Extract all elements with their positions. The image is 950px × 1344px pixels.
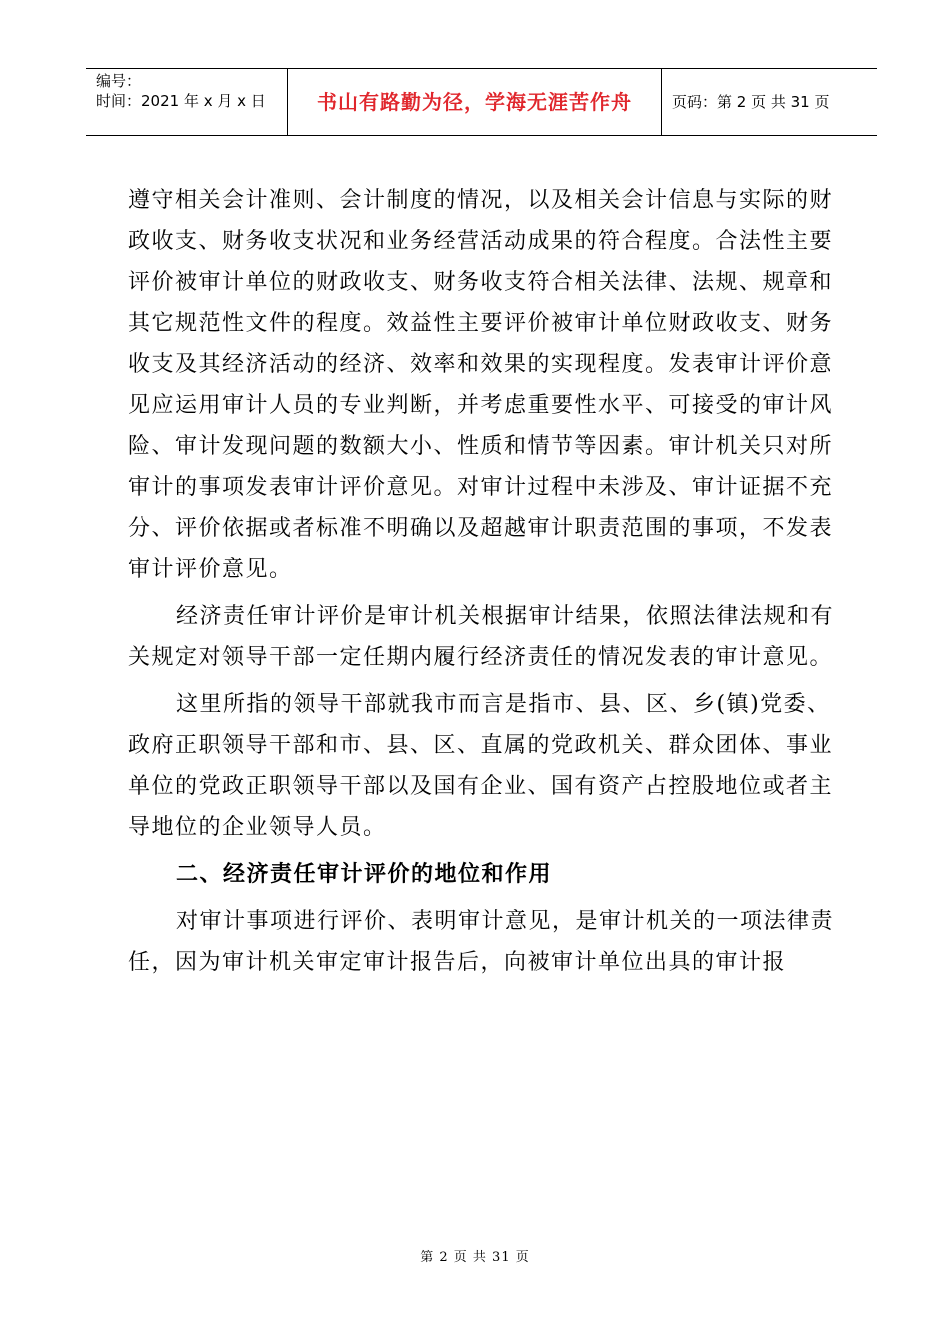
header-meta [86,69,286,135]
paragraph: 经济责任审计评价是审计机关根据审计结果，依照法律法规和有关规定对领导干部一定任期内履行经济责任的情况发表的审计意见。 [128,604,835,670]
header-page-code: 页码：第 2 页 共 31 页 [672,93,830,111]
paragraph: 遵守相关会计准则、会计制度的情况，以及相关会计信息与实际的财政收支、财务收支状况和业务经营活动成果的符合程度。合法性主要评价被审计单位的财政收支、财务收支符合相关法律、法规、规章和其它规范性文件的程度。效益性主要评价被审计单位财政收支、财务收支及其经济活动的经济、效率和效果的实现程度。发表审计评价意见应运用审计人员的专业判断，并考虑重要性水平、可接受的审计风险、审计发现问题的数额大小、性质和情节等因素。审计机关只对所审计的事项发表审计评价意见。对审计过程中未涉及、审计证据不充分、评价依据或者标准不明确以及超越审计职责范围的事项，不发表审计评价意见。 [128,188,834,582]
header-divider [661,69,662,135]
document-time-label: 时间：2021 年 x 月 x 日 [96,92,266,110]
paragraph: 这里所指的领导干部就我市而言是指市、县、区、乡(镇)党委、政府正职领导干部和市、县、区、直属的党政机关、群众团体、事业单位的党政正职领导干部以及国有企业、国有资产占控股地位或者主导地位的企业领导人员。 [128,692,834,840]
section-heading: 二、经济责任审计评价的地位和作用 [176,862,553,887]
paragraph: 对审计事项进行评价、表明审计意见，是审计机关的一项法律责任，因为审计机关审定审计报告后，向被审计单位出具的审计报 [128,909,835,975]
header-motto: 书山有路勤为径，学海无涯苦作舟 [317,90,632,114]
document-body [128,180,838,983]
page-footer: 第 2 页 共 31 页 [420,1250,530,1265]
page-header [86,68,877,136]
document-number-label: 编号： [96,72,142,90]
